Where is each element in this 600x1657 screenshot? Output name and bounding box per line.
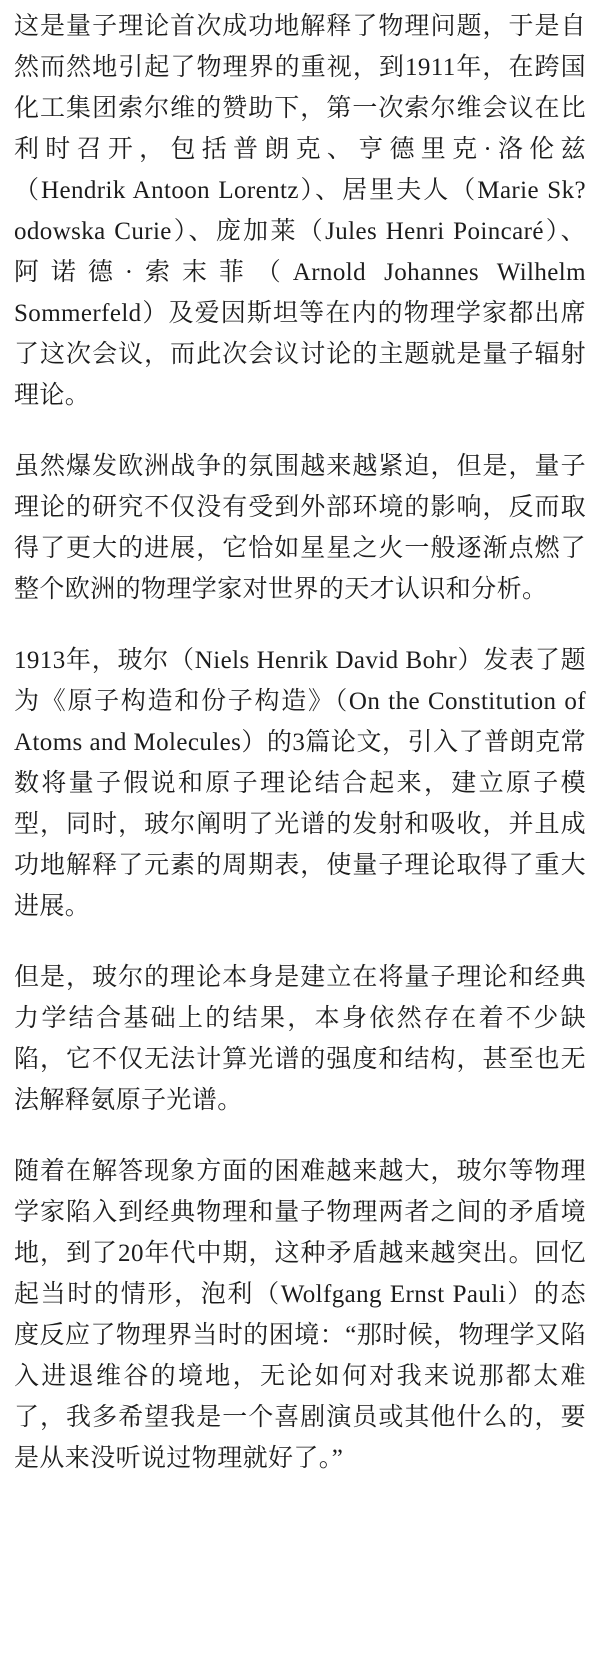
paragraph-2: 虽然爆发欧洲战争的氛围越来越紧迫，但是，量子理论的研究不仅没有受到外部环境的影响，反而取得了更大的进展，它恰如星星之火一般逐渐点燃了整个欧洲的物理学家对世界的天才认识和分析。	[14, 453, 586, 603]
paragraph-3: 1913年，玻尔（Niels Henrik David Bohr）发表了题为《原子构造和份子构造》（On the Constitution of Atoms and Molecules）的3篇论文，引入了普朗克常数将量子假说和原子理论结合起来，建立原子模型，同时，玻尔阐明了光谱的发射和吸收，并且成功地解释了元素的周期表，使量子理论取得了重大进展。	[14, 647, 586, 920]
paragraph-4: 但是，玻尔的理论本身是建立在将量子理论和经典力学结合基础上的结果，本身依然存在着不少缺陷，它不仅无法计算光谱的强度和结构，甚至也无法解释氨原子光谱。	[14, 964, 586, 1114]
paragraph-5: 随着在解答现象方面的困难越来越大，玻尔等物理学家陷入到经典物理和量子物理两者之间的矛盾境地，到了20年代中期，这种矛盾越来越突出。回忆起当时的情形，泡利（Wolfgang Ernst Pauli）的态度反应了物理界当时的困境：“那时候，物理学又陷入进退维谷的境地，无论如何对我来说那都太难了，我多希望我是一个喜剧演员或其他什么的，要是从来没听说过物理就好了。”	[14, 1158, 586, 1472]
paragraph-1: 这是量子理论首次成功地解释了物理问题，于是自然而然地引起了物理界的重视，到1911年，在跨国化工集团索尔维的赞助下，第一次索尔维会议在比利时召开，包括普朗克、亨德里克·洛伦兹（Hendrik Antoon Lorentz）、居里夫人（Marie Sk? odowska Curie）、庞加莱（Jules Henri Poincaré）、阿诺德·索末菲（Arnold Johannes Wilhelm Sommerfeld）及爱因斯坦等在内的物理学家都出席了这次会议，而此次会议讨论的主题就是量子辐射理论。	[14, 13, 586, 409]
